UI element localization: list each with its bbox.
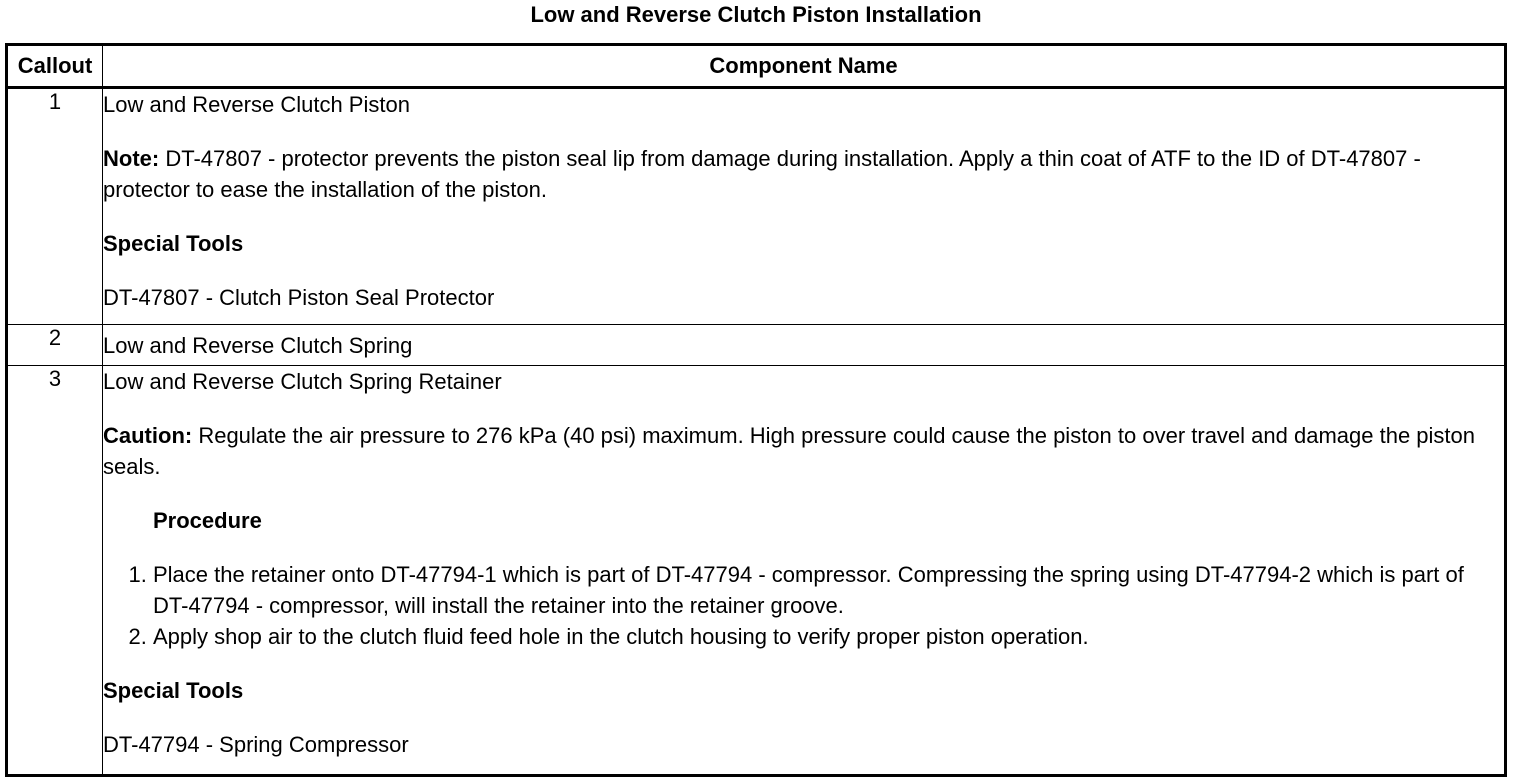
procedure-step: 1. Place the retainer onto DT-47794-1 which is part of DT-47794 - compressor. Compressing the spring using DT-47794-2 which is part of DT-47794 - compressor, will install the retainer into the retainer groove. — [153, 559, 1504, 621]
callout-cell: 2 — [7, 325, 103, 366]
caution — [103, 420, 1504, 482]
component-name: Low and Reverse Clutch Spring Retainer — [103, 369, 502, 394]
note-text: DT-47807 - protector prevents the piston seal lip from damage during installation. Apply a thin coat of ATF to the ID of DT-47807 - protector to ease the installation of the piston. — [103, 146, 1421, 202]
component-cell — [103, 366, 1506, 776]
caution-label: Caution: — [103, 423, 193, 448]
procedure-steps — [103, 559, 1504, 652]
note — [103, 143, 1504, 205]
special-tool: DT-47794 - Spring Compressor — [103, 732, 409, 757]
page-title: Low and Reverse Clutch Piston Installation — [530, 2, 982, 27]
callout-cell: 3 — [7, 366, 103, 776]
procedure-heading: Procedure — [153, 508, 262, 533]
special-tools-heading: Special Tools — [103, 678, 244, 703]
table-row — [7, 325, 1506, 366]
components-table — [5, 43, 1507, 777]
special-tool: DT-47807 - Clutch Piston Seal Protector — [103, 285, 495, 310]
table-header-row — [7, 45, 1506, 88]
column-header-component-name: Component Name — [103, 45, 1506, 88]
component-cell — [103, 88, 1506, 325]
column-header-callout: Callout — [7, 45, 103, 88]
special-tools-heading: Special Tools — [103, 231, 244, 256]
note-label: Note: — [103, 146, 160, 171]
caution-text: Regulate the air pressure to 276 kPa (40 psi) maximum. High pressure could cause the piston to over travel and damage the piston seals. — [103, 423, 1476, 479]
component-cell — [103, 325, 1506, 366]
table-row — [7, 366, 1506, 776]
callout-cell: 1 — [7, 88, 103, 325]
component-name: Low and Reverse Clutch Spring — [103, 332, 413, 358]
table-row — [7, 88, 1506, 325]
component-name: Low and Reverse Clutch Piston — [103, 92, 410, 117]
procedure-step: 2. Apply shop air to the clutch fluid feed hole in the clutch housing to verify proper piston operation. — [153, 621, 1504, 652]
